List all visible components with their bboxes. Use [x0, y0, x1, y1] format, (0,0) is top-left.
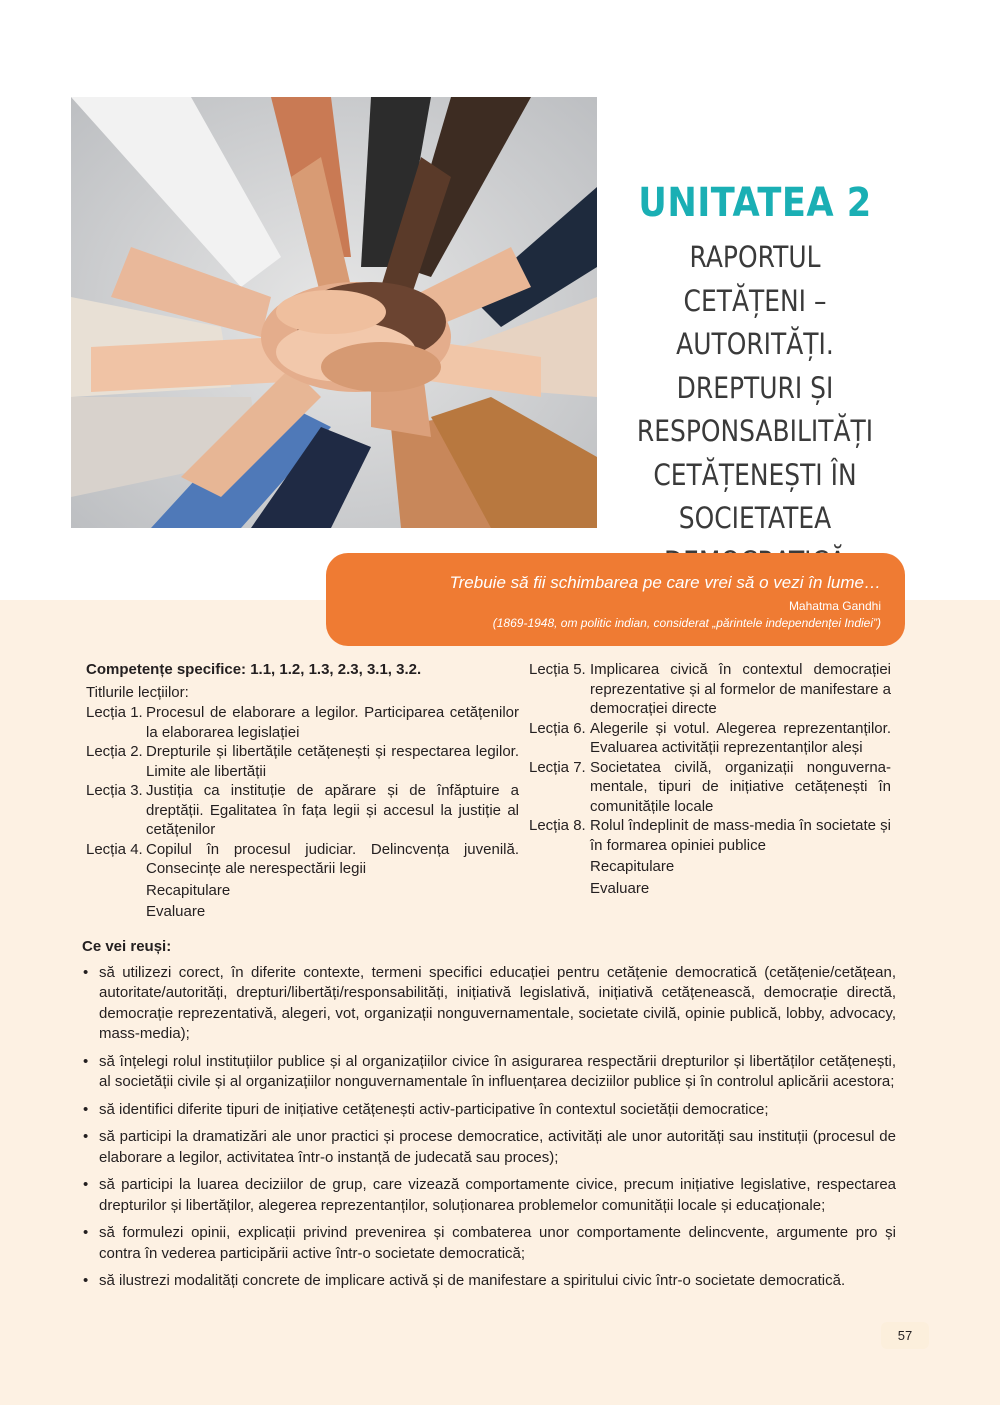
goal-text: să utilizezi corect, în diferite contexte, termeni specifici educației pentru cetățenie democratică (cetățenie/cetățean, autoritate/autorități, drepturi/libertăți/responsabilități, inițiativă legislativă, inițiativă cetățenească, democrație directă, democrație reprezentativă, alegeri, vot, organizații nonguvernamentale, societate civilă, opinie publică, lobby, advocacy, mass-media); [99, 963, 896, 1042]
lesson-item [529, 660, 891, 719]
goal-item [82, 1100, 896, 1121]
quote-author-note: (1869-1948, om politic indian, considerat „părintele independenței Indiei”) [492, 616, 881, 630]
lesson-number: Lecția 6. [529, 719, 586, 737]
goal-item [82, 1271, 896, 1292]
unit-subtitle [622, 236, 889, 584]
evaluation-label: Evaluare [146, 903, 206, 920]
lesson-item [529, 719, 891, 758]
lesson-text: Alegerile și votul. Alegerea reprezentanților. Evaluarea activității reprezentanților aleși [590, 719, 891, 756]
goal-text: să înțelegi rolul instituțiilor publice și al organizațiilor civice în asigurarea respectării drepturilor și libertăților cetățenești, al societății civile și al organizațiilor nonguvernamentale în influențarea deciziilor publice și în controlul aplicării acestora; [99, 1052, 896, 1090]
lesson-item [529, 758, 891, 817]
subtitle-line: CETĂȚENI – AUTORITĂȚI. [676, 283, 834, 361]
unit-label: UNITATEA 2 [638, 180, 872, 226]
lesson-number: Lecția 3. [86, 782, 143, 799]
subtitle-line: DREPTURI ȘI [676, 370, 834, 405]
goal-item [82, 1052, 896, 1093]
lesson-item [86, 703, 519, 742]
quote-box [326, 553, 905, 646]
lessons-right-column [529, 660, 891, 898]
lesson-text: Justiția ca instituție de apărare și de înfăptuire a dreptății. Egalitatea în fața legii și accesul la justiție al cetățenilor [146, 782, 519, 838]
hands-together-photo [71, 97, 597, 528]
quote-text: Trebuie să fii schimbarea pe care vrei să o vezi în lume… [449, 573, 881, 592]
lesson-item [529, 816, 891, 855]
lesson-text: Societatea civilă, organizații nonguvernamentale, tipuri de inițiative cetățenești în comunitățile locale [590, 758, 891, 815]
lesson-text: Copilul în procesul judiciar. Delincvența juvenilă. Consecințe ale nerespectării legii [146, 840, 519, 877]
lessons-left-column [86, 660, 519, 922]
bullet-icon: • [83, 1224, 89, 1241]
goal-text: să ilustrezi modalități concrete de implicare activă și de manifestare a spiritului civic într-o societate democratică. [99, 1272, 846, 1289]
lesson-text: Drepturile și libertățile cetățenești și respectarea legilor. Limite ale libertății [146, 743, 519, 780]
unit-title-block [600, 180, 910, 584]
lesson-item [86, 840, 519, 879]
bullet-icon: • [83, 1176, 89, 1193]
lesson-number: Lecția 8. [529, 817, 586, 834]
subtitle-line: RAPORTUL [689, 240, 821, 274]
recap-label: Recapitulare [146, 881, 231, 899]
subtitle-line: RESPONSABILITĂȚI [636, 414, 874, 448]
goal-item [82, 963, 896, 1045]
subtitle-line: CETĂȚENEȘTI ÎN [653, 457, 857, 492]
bullet-icon: • [83, 1272, 89, 1289]
goals-title: Ce vei reuși: [82, 938, 172, 955]
lesson-number: Lecția 1. [86, 704, 143, 721]
lesson-number: Lecția 5. [529, 661, 586, 678]
bullet-icon: • [83, 1052, 89, 1070]
goal-text: să formulezi opinii, explicații privind prevenirea și combaterea unor comportamente delincvente, argumente pro și contra în vederea participării active într-o societate democratică; [99, 1224, 896, 1262]
goal-item [82, 1175, 896, 1216]
evaluation-label: Evaluare [590, 879, 650, 897]
goal-item [82, 1223, 896, 1264]
lesson-number: Lecția 4. [86, 840, 143, 858]
goal-text: să participi la dramatizări ale unor practici și procese democratice, activități ale unor autorități sau instituții (procesul de elaborare a legilor, activitatea într-o instanță de judecată sau proces); [99, 1128, 896, 1166]
lesson-number: Lecția 2. [86, 743, 143, 760]
lesson-number: Lecția 7. [529, 758, 586, 776]
lesson-text: Implicarea civică în contextul democrației reprezentative și al formelor de manifestare a democrației directe [590, 661, 891, 717]
hands-illustration [71, 97, 597, 528]
page-number: 57 [881, 1322, 929, 1349]
lesson-item [86, 742, 519, 781]
recap-label: Recapitulare [590, 858, 675, 875]
lesson-item [86, 781, 519, 840]
goal-text: să participi la luarea deciziilor de grup, care vizează comportamente civice, precum inițiative legislative, respectarea drepturilor și libertăților, alegerea reprezentanților, soluționarea problemelor comunității locale și educaționale; [99, 1176, 896, 1214]
lesson-text: Procesul de elaborare a legilor. Participarea cetățenilor la elaborarea legislației [146, 704, 519, 741]
lessons-title: Titlurile lecțiilor: [86, 683, 189, 701]
subtitle-line: SOCIETATEA [678, 501, 832, 535]
lesson-text: Rolul îndeplinit de mass-media în societate și în formarea opiniei publice [590, 817, 891, 854]
goal-text: să identifici diferite tipuri de inițiative cetățenești activ-participative în contextul societății democratice; [99, 1100, 769, 1118]
goals-section [82, 937, 896, 1299]
goal-item [82, 1127, 896, 1168]
competences: Competențe specifice: 1.1, 1.2, 1.3, 2.3, 3.1, 3.2. [86, 661, 422, 678]
bullet-icon: • [83, 1128, 89, 1145]
quote-author: Mahatma Gandhi [788, 599, 881, 613]
bullet-icon: • [83, 1100, 89, 1118]
bullet-icon: • [83, 963, 89, 981]
